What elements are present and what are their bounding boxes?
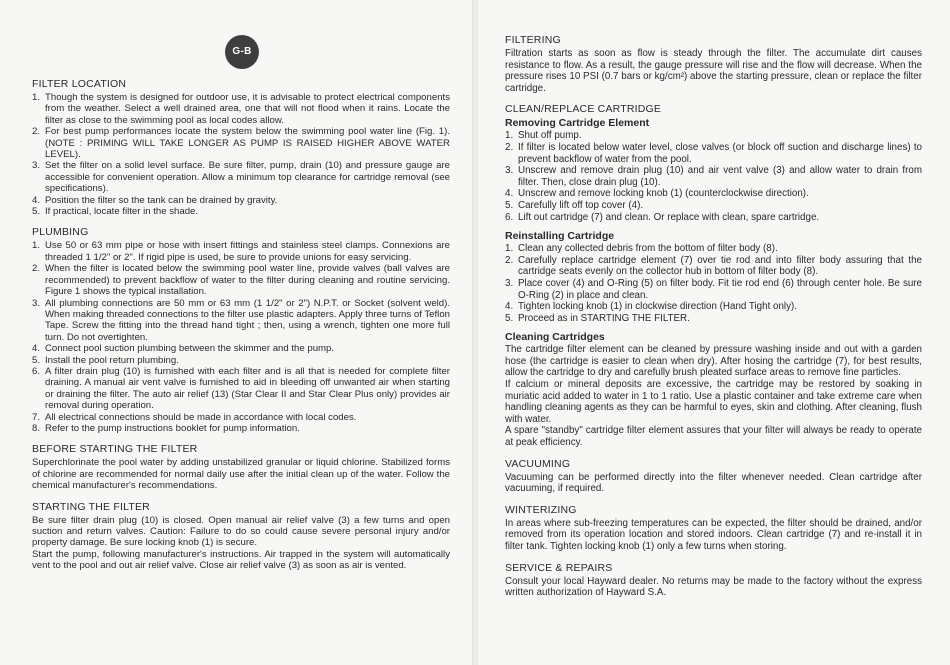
left-page bbox=[0, 0, 472, 665]
plumbing-list bbox=[32, 240, 450, 434]
list-item: 3. Place cover (4) and O-Ring (5) on filter body. Fit tie rod end (6) through center hole. Be sure O-Ring (2) in place and clean. bbox=[505, 277, 922, 301]
filtering-text: Filtration starts as soon as flow is steady through the filter. The accumulate dirt causes resistance to flow. As a result, the gauge pressure will rise and the flow will decrease. When the pressure rises 10 PSI (0.7 bars or kg/cm²) above the starting pressure, clean or replace the filter cartridge. bbox=[505, 48, 922, 94]
list-item: 5. Proceed as in STARTING THE FILTER. bbox=[505, 312, 690, 324]
list-item: 2. Carefully replace cartridge element (7) over tie rod and into filter body assuring that the cartridge seats evenly on the collector hub in bottom of filter body (8). bbox=[505, 254, 922, 278]
list-item: 4. Unscrew and remove locking knob (1) (counterclockwise direction). bbox=[505, 188, 809, 200]
removing-cartridge-heading: Removing Cartridge Element bbox=[505, 117, 650, 130]
list-item: 7. All electrical connections should be made in accordance with local codes. bbox=[32, 411, 357, 423]
cleaning-text-2: If calcium or mineral deposits are excessive, the cartridge may be restored by soaking in muriatic acid added to water in 1 to 1 ratio. Use a plastic container and take extreme care when handling cleaning agents as they can be harmful to eyes, skin and clothing. After cleaning, flush with water. bbox=[505, 379, 922, 425]
cleaning-text-3: A spare "standby" cartridge filter element assures that your filter will always be ready to operate at peak efficiency. bbox=[505, 425, 922, 449]
list-item: 4. Tighten locking knob (1) in clockwise direction (Hand Tight only). bbox=[505, 301, 797, 313]
before-starting-text: Superchlorinate the pool water by adding unstabilized granular or liquid chlorine. Stabilized forms of chlorine are recommended for normal daily use after the initial clean up of the water. Follow the chemical manufacturer's recommendations. bbox=[32, 457, 450, 492]
list-item: 4. Connect pool suction plumbing between the skimmer and the pump. bbox=[32, 343, 335, 355]
reinstalling-list bbox=[505, 243, 922, 324]
service-text: Consult your local Hayward dealer. No returns may be made to the factory without the express written authorization of Hayward S.A. bbox=[505, 575, 922, 599]
list-item: 5. If practical, locate filter in the shade. bbox=[32, 206, 199, 218]
language-badge: G-B bbox=[225, 35, 259, 69]
list-item: 3. All plumbing connections are 50 mm or 63 mm (1 1/2" or 2") N.P.T. or Socket (solvent weld). When making threaded connections to the filter use plastic adapters. Apply three turns of Teflon Tape. Screw the fitting into the thread hand tight ; then, using a wrench, tighten one more full turn. Do not overtighten. bbox=[32, 297, 450, 343]
plumbing-heading: PLUMBING bbox=[32, 226, 89, 239]
list-item: 8. Refer to the pump instructions booklet for pump information. bbox=[32, 422, 300, 434]
list-item: 2. For best pump performances locate the system below the swimming pool water line (Fig. 1). (NOTE : PRIMING WILL TAKE LONGER AS PUMP IS RAISED HIGHER ABOVE WATER LEVEL). bbox=[32, 126, 450, 161]
service-heading: SERVICE & REPAIRS bbox=[505, 561, 613, 574]
winterizing-text: In areas where sub-freezing temperatures can be expected, the filter should be drained, and/or removed from its operation location and stored indoors. Clean cartridge (7) and re-install it in filter tank. Tighten locking knob (1) only a few turns when storing. bbox=[505, 517, 922, 552]
cleaning-text-1: The cartridge filter element can be cleaned by pressure washing inside and out with a garden hose (the cartridge is easier to clean when dry). After hosing the cartridge (7), for best results, allow the cartridge to dry and carefully brush pleated surface areas to remove fine particles. bbox=[505, 344, 922, 379]
vacuuming-text: Vacuuming can be performed directly into the filter whenever needed. Clean cartridge after vacuuming, if required. bbox=[505, 471, 922, 495]
list-item: 3. Unscrew and remove drain plug (10) and air vent valve (3) and allow water to drain from filter. Then, close drain plug (10). bbox=[505, 165, 922, 188]
filtering-heading: FILTERING bbox=[505, 34, 561, 46]
removing-list bbox=[505, 130, 922, 223]
starting-heading: STARTING THE FILTER bbox=[32, 500, 150, 513]
list-item: 3. Set the filter on a solid level surface. Be sure filter, pump, drain (10) and pressure gauge are accessible for convenient operation. Allow a minimum top clearance for cartridge removal (see specifications). bbox=[32, 160, 450, 195]
reinstalling-cartridge-heading: Reinstalling Cartridge bbox=[505, 230, 615, 243]
vacuuming-heading: VACUUMING bbox=[505, 457, 571, 470]
filter-location-list bbox=[32, 92, 450, 217]
starting-text-1: Be sure filter drain plug (10) is closed. Open manual air relief valve (3) a few turns and open suction and return valves. Caution: Failure to do so could cause severe personal injury and/or property damage. Be sure locking knob (1) is secure. bbox=[32, 514, 450, 549]
clean-replace-heading: CLEAN/REPLACE CARTRIDGE bbox=[505, 103, 662, 116]
starting-text-2: Start the pump, following manufacturer's instructions. Air trapped in the system will automatically vent to the pool and out air relief valve. Close air relief valve (3) as soon as air is vented. bbox=[32, 548, 450, 572]
list-item: 1. Shut off pump. bbox=[505, 130, 582, 142]
list-item: 1. Use 50 or 63 mm pipe or hose with insert fittings and stainless steel clamps. Connexions are threaded 1 1/2" or 2". If rigid pipe is used, be sure to provide unions for easy servicing. bbox=[32, 240, 450, 263]
cleaning-cartridges-heading: Cleaning Cartridges bbox=[505, 331, 605, 344]
list-item: 1. Clean any collected debris from the bottom of filter body (8). bbox=[505, 243, 778, 255]
list-item: 6. Lift out cartridge (7) and clean. Or replace with clean, spare cartridge. bbox=[505, 211, 820, 223]
list-item: 4. Position the filter so the tank can be drained by gravity. bbox=[32, 194, 278, 206]
before-starting-heading: BEFORE STARTING THE FILTER bbox=[32, 443, 198, 456]
winterizing-heading: WINTERIZING bbox=[505, 503, 577, 516]
list-item: 5. Install the pool return plumbing. bbox=[32, 354, 179, 366]
list-item: 6. A filter drain plug (10) is furnished with each filter and is all that is needed for complete filter draining. A manual air vent valve is furnished to aid in bleeding off unwanted air when starting or draining the filter. The auto air relief (13) (Star Clear II and Star Clear Plus only) provides air removal during operation. bbox=[32, 365, 450, 412]
right-page bbox=[478, 0, 950, 665]
list-item: 1. Though the system is designed for outdoor use, it is advisable to protect electrical components from the weather. Select a well drained area, one that will not flood when it rains. Locate the filter as close to the swimming pool as local codes allow. bbox=[32, 92, 450, 126]
list-item: 2. When the filter is located below the swimming pool water line, provide valves (ball valves are recommended) to prevent backflow of water to the filter during cleaning and routine servicing. Figure 1 shows the typical installation. bbox=[32, 263, 450, 298]
filter-location-heading: FILTER LOCATION bbox=[32, 78, 127, 90]
list-item: 2. If filter is located below water level, close valves (or block off suction and discharge lines) to prevent backflow of water from the pool. bbox=[505, 141, 922, 165]
list-item: 5. Carefully lift off top cover (4). bbox=[505, 199, 644, 211]
